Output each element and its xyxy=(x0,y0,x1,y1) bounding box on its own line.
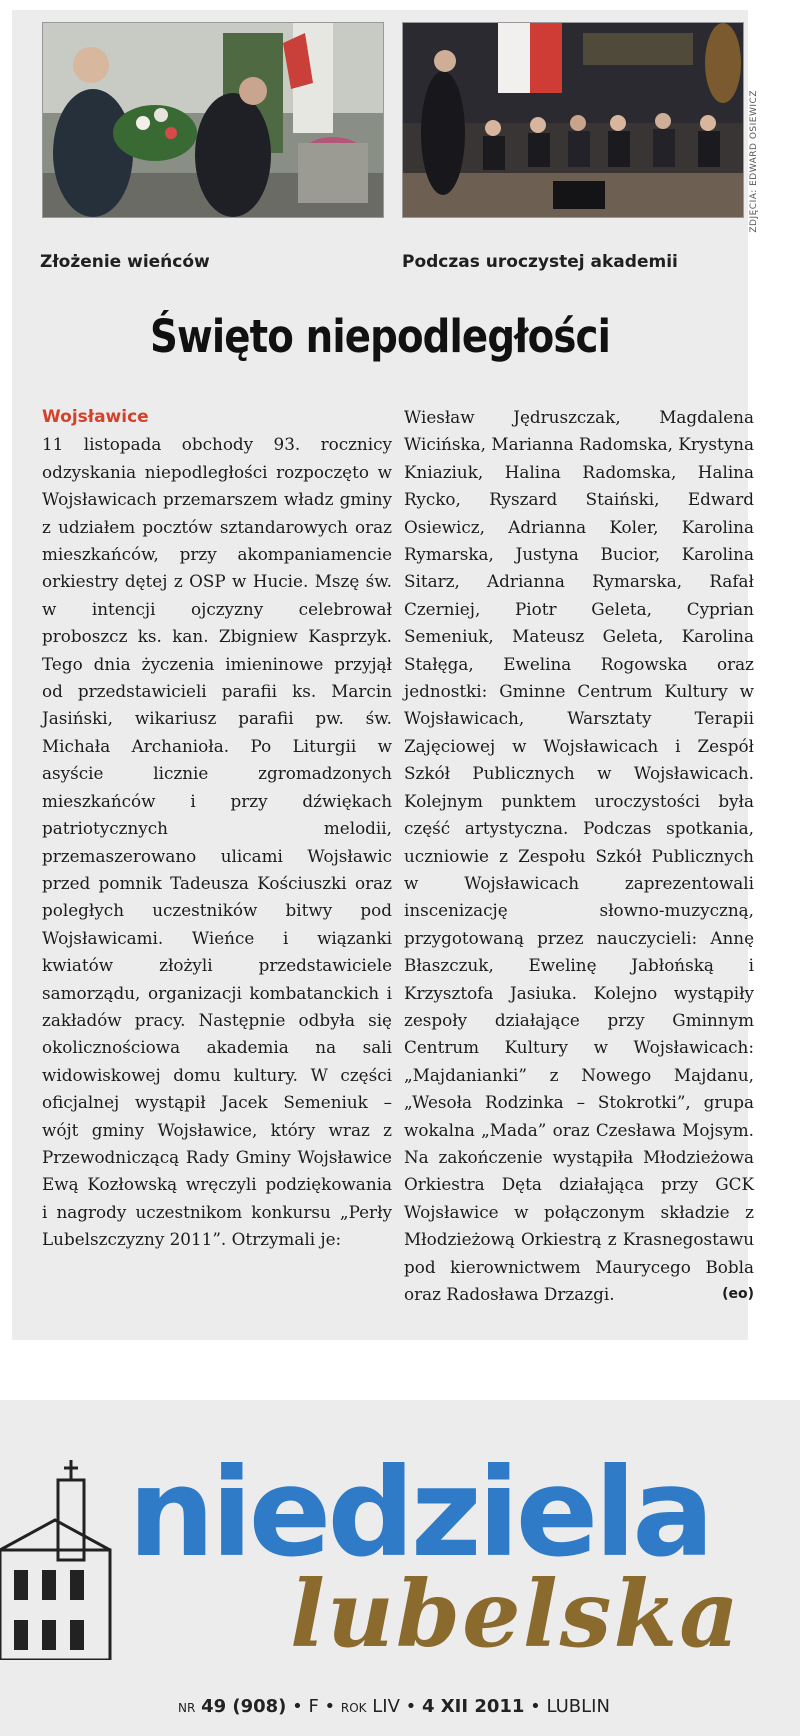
issue-rok-label: ROK xyxy=(340,1701,367,1715)
issue-edition: F xyxy=(308,1696,319,1717)
issue-date: 4 XII 2011 xyxy=(422,1696,525,1717)
article-signature: (eo) xyxy=(722,1286,754,1302)
photo-ceremony xyxy=(402,22,744,218)
issue-nr-label: NR xyxy=(178,1701,196,1715)
ceremony-image xyxy=(403,23,743,217)
masthead-issue-line: NR 49 (908) • F • ROK LIV • 4 XII 2011 • LUBLIN xyxy=(178,1696,610,1717)
photo-credit: ZDJĘCIA: EDWARD OSIEWICZ xyxy=(749,90,759,233)
church-logo-icon xyxy=(0,1460,120,1660)
newspaper-clipping xyxy=(12,10,759,1340)
photo-caption-right: Podczas uroczystej akademii xyxy=(402,252,678,272)
masthead xyxy=(0,1400,800,1736)
article-dateline: Wojsławice xyxy=(42,407,149,427)
article-headline: Święto niepodległości xyxy=(149,310,611,363)
article-column-right xyxy=(404,404,754,1308)
article-column-left xyxy=(42,404,392,1254)
photo-caption-left: Złożenie wieńców xyxy=(40,252,210,272)
issue-city: LUBLIN xyxy=(546,1696,610,1717)
masthead-title: niedziela xyxy=(128,1442,711,1584)
issue-volume: LIV xyxy=(372,1696,400,1717)
article-body-right: Wiesław Jędruszczak, Magdalena Wicińska, Marianna Radomska, Krystyna Kniaziuk, Halina Radomska, Halina Rycko, Ryszard Staiński, Edward Osiewicz, Adrianna Koler, Karolina Rymarska, Justyna Bucior, Karolina Sitarz, Adrianna Rymarska, Rafał Czerniej, Piotr Geleta, Cyprian Semeniuk, Mateusz Geleta, Karolina Stałęga, Ewelina Rogowska oraz jednostki: Gminne Centrum Kultury w Wojsławicach, Warsztaty Terapii Zajęciowej w Wojsławicach i Zespół Szkół Publicznych w Wojsławicach. Kolejnym punktem uroczystości była część artystyczna. Podczas spotkania, uczniowie z Zespołu Szkół Publicznych w Wojsławicach zaprezentowali inscenizację słowno-muzyczną, przygotowaną przez nauczycieli: Annę Błaszczuk, Ewelinę Jabłońską i Krzysztofa Jasiuka. Kolejno wystąpiły zespoły działające przy Gminnym Centrum Kultury w Wojsławicach: „Majdanianki” z Nowego Majdanu, „Wesoła Rodzinka – Stokrotki”, grupa wokalna „Mada” oraz Czesława Mojsym. Na zakończenie wystąpiła Młodzieżowa Orkiestra Dęta działająca przy GCK Wojsławice w połączonym składzie z Młodzieżową Orkiestrą z Krasnegostawu pod kierownictwem Maurycego Bobla oraz Radosława Drzazgi. xyxy=(404,407,754,1304)
issue-number: 49 (908) xyxy=(201,1696,287,1717)
wreath-laying-image xyxy=(43,23,383,217)
article-body-left: 11 listopada obchody 93. rocznicy odzyskania niepodległości rozpoczęto w Wojsławicach przemarszem władz gminy z udziałem pocztów sztandarowych oraz mieszkańców, przy akompaniamencie orkiestry dętej z OSP w Hucie. Mszę św. w intencji ojczyzny celebrował proboszcz ks. kan. Zbigniew Kasprzyk. Tego dnia życzenia imieninowe przyjął od przedstawicieli parafii ks. Marcin Jasiński, wikariusz parafii pw. św. Michała Archanioła. Po Liturgii w asyście licznie zgromadzonych mieszkańców i przy dźwiękach patriotycznych melodii, przemaszerowano ulicami Wojsławic przed pomnik Tadeusza Kościuszki oraz poległych uczestników bitwy pod Wojsławicami. Wieńce i wiązanki kwiatów złożyli przedstawiciele samorządu, organizacji kombatanckich i zakładów pracy. Następnie odbyła się okolicznościowa akademia na sali widowiskowej domu kultury. W części oficjalnej wystąpił Jacek Semeniuk – wójt gminy Wojsławice, który wraz z Przewodniczącą Rady Gminy Wojsławice Ewą Kozłowską wręczyli podziękowania i nagrody uczestnikom konkursu „Perły Lubelszczyzny 2011”. Otrzymali je: xyxy=(42,434,392,1250)
photo-wreath-laying xyxy=(42,22,384,218)
masthead-subtitle: lubelska xyxy=(290,1560,741,1668)
